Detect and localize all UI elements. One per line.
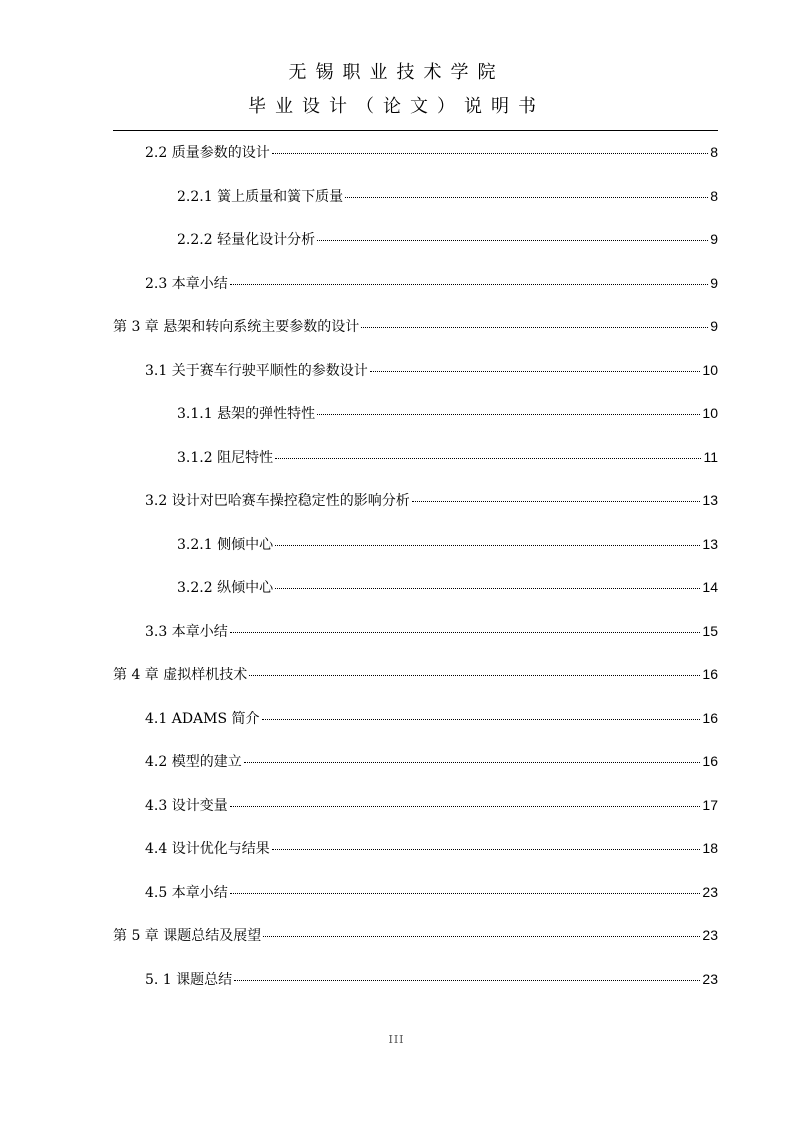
toc-entry[interactable] [145, 839, 718, 858]
toc-entry-title: 3.2 设计对巴哈赛车操控稳定性的影响分析 [145, 493, 410, 509]
toc-dot-leader [317, 239, 708, 241]
toc-dot-leader [263, 935, 700, 937]
toc-dot-leader [249, 674, 700, 676]
toc-dot-leader [361, 326, 708, 328]
toc-entry[interactable] [177, 578, 718, 597]
toc-entry[interactable] [145, 622, 718, 641]
toc-entry-page: 16 [702, 753, 718, 769]
document-title: 毕业设计（论文）说明书 [248, 96, 545, 117]
page-number: III [388, 1033, 405, 1046]
toc-entry-title: 3.1.1 悬架的弹性特性 [177, 406, 316, 422]
toc-entry[interactable] [145, 752, 718, 771]
toc-entry-page: 8 [710, 144, 718, 160]
toc-dot-leader [230, 805, 701, 807]
toc-entry-title: 4.2 模型的建立 [145, 754, 242, 770]
school-name: 无锡职业技术学院 [288, 62, 505, 83]
toc-entry-title: 3.2.2 纵倾中心 [177, 580, 274, 596]
toc-dot-leader [345, 196, 708, 198]
toc-entry-title: 3.3 本章小结 [145, 624, 228, 640]
toc-dot-leader [370, 370, 701, 372]
toc-entry-page: 23 [702, 884, 718, 900]
toc-entry-title: 4.4 设计优化与结果 [145, 841, 270, 857]
toc-entry-title: 第 3 章 悬架和转向系统主要参数的设计 [113, 319, 360, 335]
toc-dot-leader [272, 848, 701, 850]
toc-entry-page: 9 [710, 231, 718, 247]
toc-entry-page: 9 [710, 275, 718, 291]
toc-dot-leader [262, 718, 701, 720]
toc-dot-leader [275, 457, 701, 459]
toc-entry-page: 11 [703, 449, 718, 465]
toc-entry-title: 3.1.2 阻尼特性 [177, 450, 274, 466]
toc-entry-page: 18 [702, 840, 718, 856]
toc-entry-title: 第 4 章 虚拟样机技术 [113, 667, 248, 683]
toc-entry-page: 13 [702, 492, 718, 508]
toc-dot-leader [275, 544, 700, 546]
toc-entry[interactable] [145, 274, 718, 293]
toc-entry[interactable] [177, 230, 718, 249]
toc-dot-leader [230, 283, 708, 285]
toc-entry[interactable] [145, 491, 718, 510]
toc-entry[interactable] [113, 926, 718, 945]
toc-dot-leader [412, 500, 701, 502]
toc-dot-leader [272, 152, 708, 154]
toc-entry[interactable] [145, 883, 718, 902]
toc-entry-page: 23 [702, 971, 718, 987]
toc-entry[interactable] [145, 361, 718, 380]
toc-entry[interactable] [177, 535, 718, 554]
toc-entry-page: 9 [710, 318, 718, 334]
toc-dot-leader [230, 631, 701, 633]
toc-dot-leader [275, 587, 700, 589]
toc-entry-title: 2.2.1 簧上质量和簧下质量 [177, 189, 344, 205]
toc-entry-page: 17 [702, 797, 718, 813]
toc-entry[interactable] [177, 448, 718, 467]
toc-entry-page: 15 [702, 623, 718, 639]
toc-entry-page: 10 [702, 362, 718, 378]
toc-entry-title: 5. 1 课题总结 [145, 972, 233, 988]
toc-entry-title: 4.3 设计变量 [145, 798, 228, 814]
toc-entry-page: 14 [702, 579, 718, 595]
toc-entry-title: 第 5 章 课题总结及展望 [113, 928, 262, 944]
toc-entry[interactable] [113, 317, 718, 336]
toc-dot-leader [234, 979, 700, 981]
toc-entry-title: 2.2 质量参数的设计 [145, 145, 270, 161]
toc-entry-title: 2.3 本章小结 [145, 276, 228, 292]
toc-entry[interactable] [177, 187, 718, 206]
toc-entry-page: 13 [702, 536, 718, 552]
toc-entry-page: 23 [702, 927, 718, 943]
toc-dot-leader [244, 761, 701, 763]
toc-entry[interactable] [145, 796, 718, 815]
toc-entry-title: 4.5 本章小结 [145, 885, 228, 901]
toc-entry[interactable] [177, 404, 718, 423]
toc-entry-page: 16 [702, 666, 718, 682]
toc-entry-page: 8 [710, 188, 718, 204]
toc-entry[interactable] [113, 665, 718, 684]
toc-entry-title: 3.2.1 侧倾中心 [177, 537, 274, 553]
toc-entry-page: 10 [702, 405, 718, 421]
toc-dot-leader [230, 892, 701, 894]
toc-entry[interactable] [145, 709, 718, 728]
toc-entry-page: 16 [702, 710, 718, 726]
toc-entry-title: 2.2.2 轻量化设计分析 [177, 232, 316, 248]
toc-entry[interactable] [145, 143, 718, 162]
toc-entry-title: 3.1 关于赛车行驶平顺性的参数设计 [145, 363, 368, 379]
toc-dot-leader [317, 413, 700, 415]
toc-entry-title: 4.1 ADAMS 简介 [145, 711, 260, 727]
toc-entry[interactable] [145, 970, 718, 989]
